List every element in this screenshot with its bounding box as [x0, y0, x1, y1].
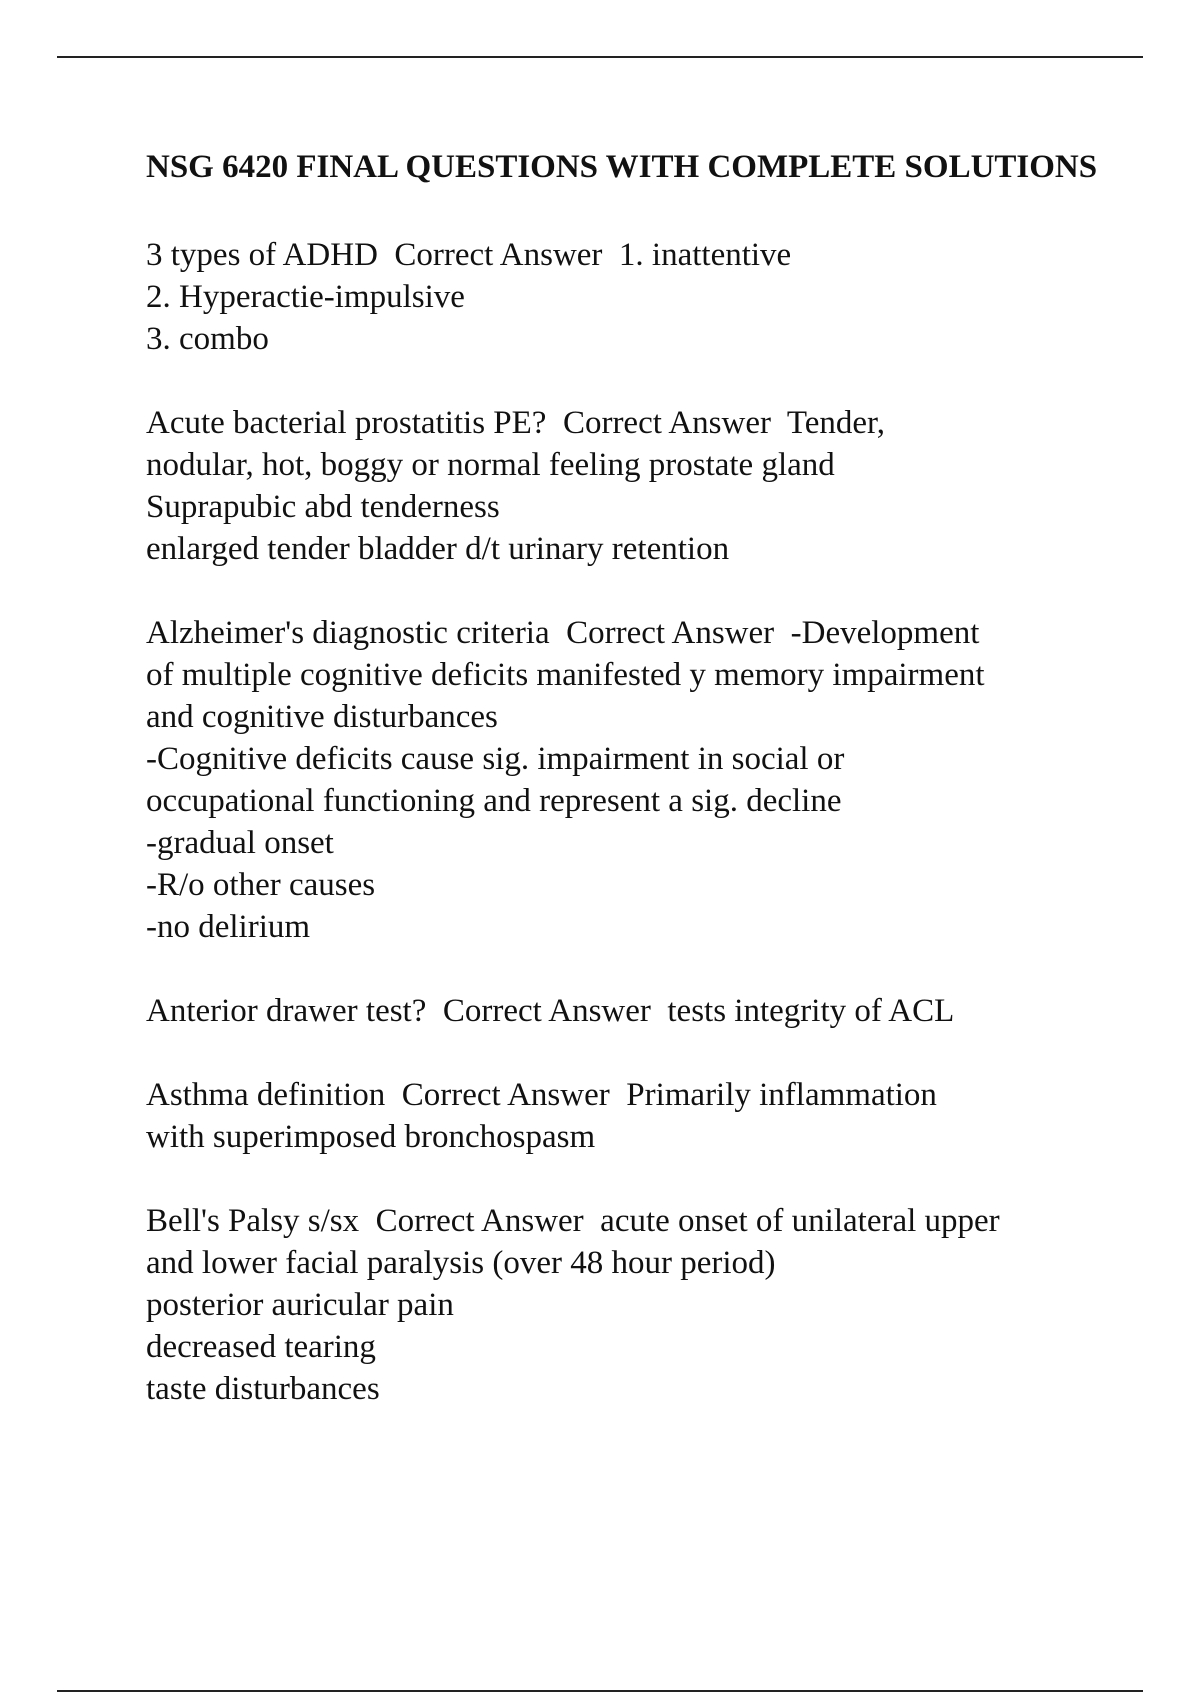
- qa-entry-line: Asthma definition Correct Answer Primarily inflammation: [146, 1077, 937, 1113]
- qa-entry-line: 3 types of ADHD Correct Answer 1. inattentive: [146, 237, 792, 273]
- qa-entry-line: -Cognitive deficits cause sig. impairment in social or: [146, 741, 845, 777]
- qa-entry-line: -R/o other causes: [146, 867, 376, 903]
- qa-entry: [146, 402, 1106, 570]
- qa-entry-line: posterior auricular pain: [146, 1287, 454, 1323]
- qa-entry-line: 2. Hyperactie-impulsive: [146, 279, 465, 315]
- qa-entry: [146, 234, 1106, 360]
- qa-entry-line: and lower facial paralysis (over 48 hour period): [146, 1245, 776, 1281]
- bottom-divider: [57, 1690, 1143, 1692]
- qa-entry-line: of multiple cognitive deficits manifested y memory impairment: [146, 657, 985, 693]
- qa-entry-line: Anterior drawer test? Correct Answer tests integrity of ACL: [146, 993, 955, 1029]
- qa-entry-line: 3. combo: [146, 321, 269, 357]
- qa-entry-list: [146, 234, 1106, 1410]
- qa-entry: [146, 1074, 1106, 1158]
- document-body: [146, 146, 1106, 1452]
- qa-entry-line: taste disturbances: [146, 1371, 380, 1407]
- top-divider: [57, 56, 1143, 58]
- qa-entry-line: occupational functioning and represent a sig. decline: [146, 783, 842, 819]
- qa-entry: [146, 990, 1106, 1032]
- qa-entry: [146, 612, 1106, 948]
- qa-entry-line: enlarged tender bladder d/t urinary retention: [146, 531, 730, 567]
- qa-entry-line: Acute bacterial prostatitis PE? Correct Answer Tender,: [146, 405, 885, 441]
- qa-entry-line: Alzheimer's diagnostic criteria Correct Answer -Development: [146, 615, 980, 651]
- qa-entry-line: nodular, hot, boggy or normal feeling prostate gland: [146, 447, 835, 483]
- qa-entry-line: with superimposed bronchospasm: [146, 1119, 596, 1155]
- qa-entry-line: decreased tearing: [146, 1329, 376, 1365]
- qa-entry: [146, 1200, 1106, 1410]
- qa-entry-line: -no delirium: [146, 909, 311, 945]
- qa-entry-line: Suprapubic abd tenderness: [146, 489, 500, 525]
- qa-entry-line: and cognitive disturbances: [146, 699, 498, 735]
- qa-entry-line: Bell's Palsy s/sx Correct Answer acute onset of unilateral upper: [146, 1203, 1000, 1239]
- qa-entry-line: -gradual onset: [146, 825, 334, 861]
- document-title: NSG 6420 FINAL QUESTIONS WITH COMPLETE SOLUTIONS: [146, 149, 1098, 185]
